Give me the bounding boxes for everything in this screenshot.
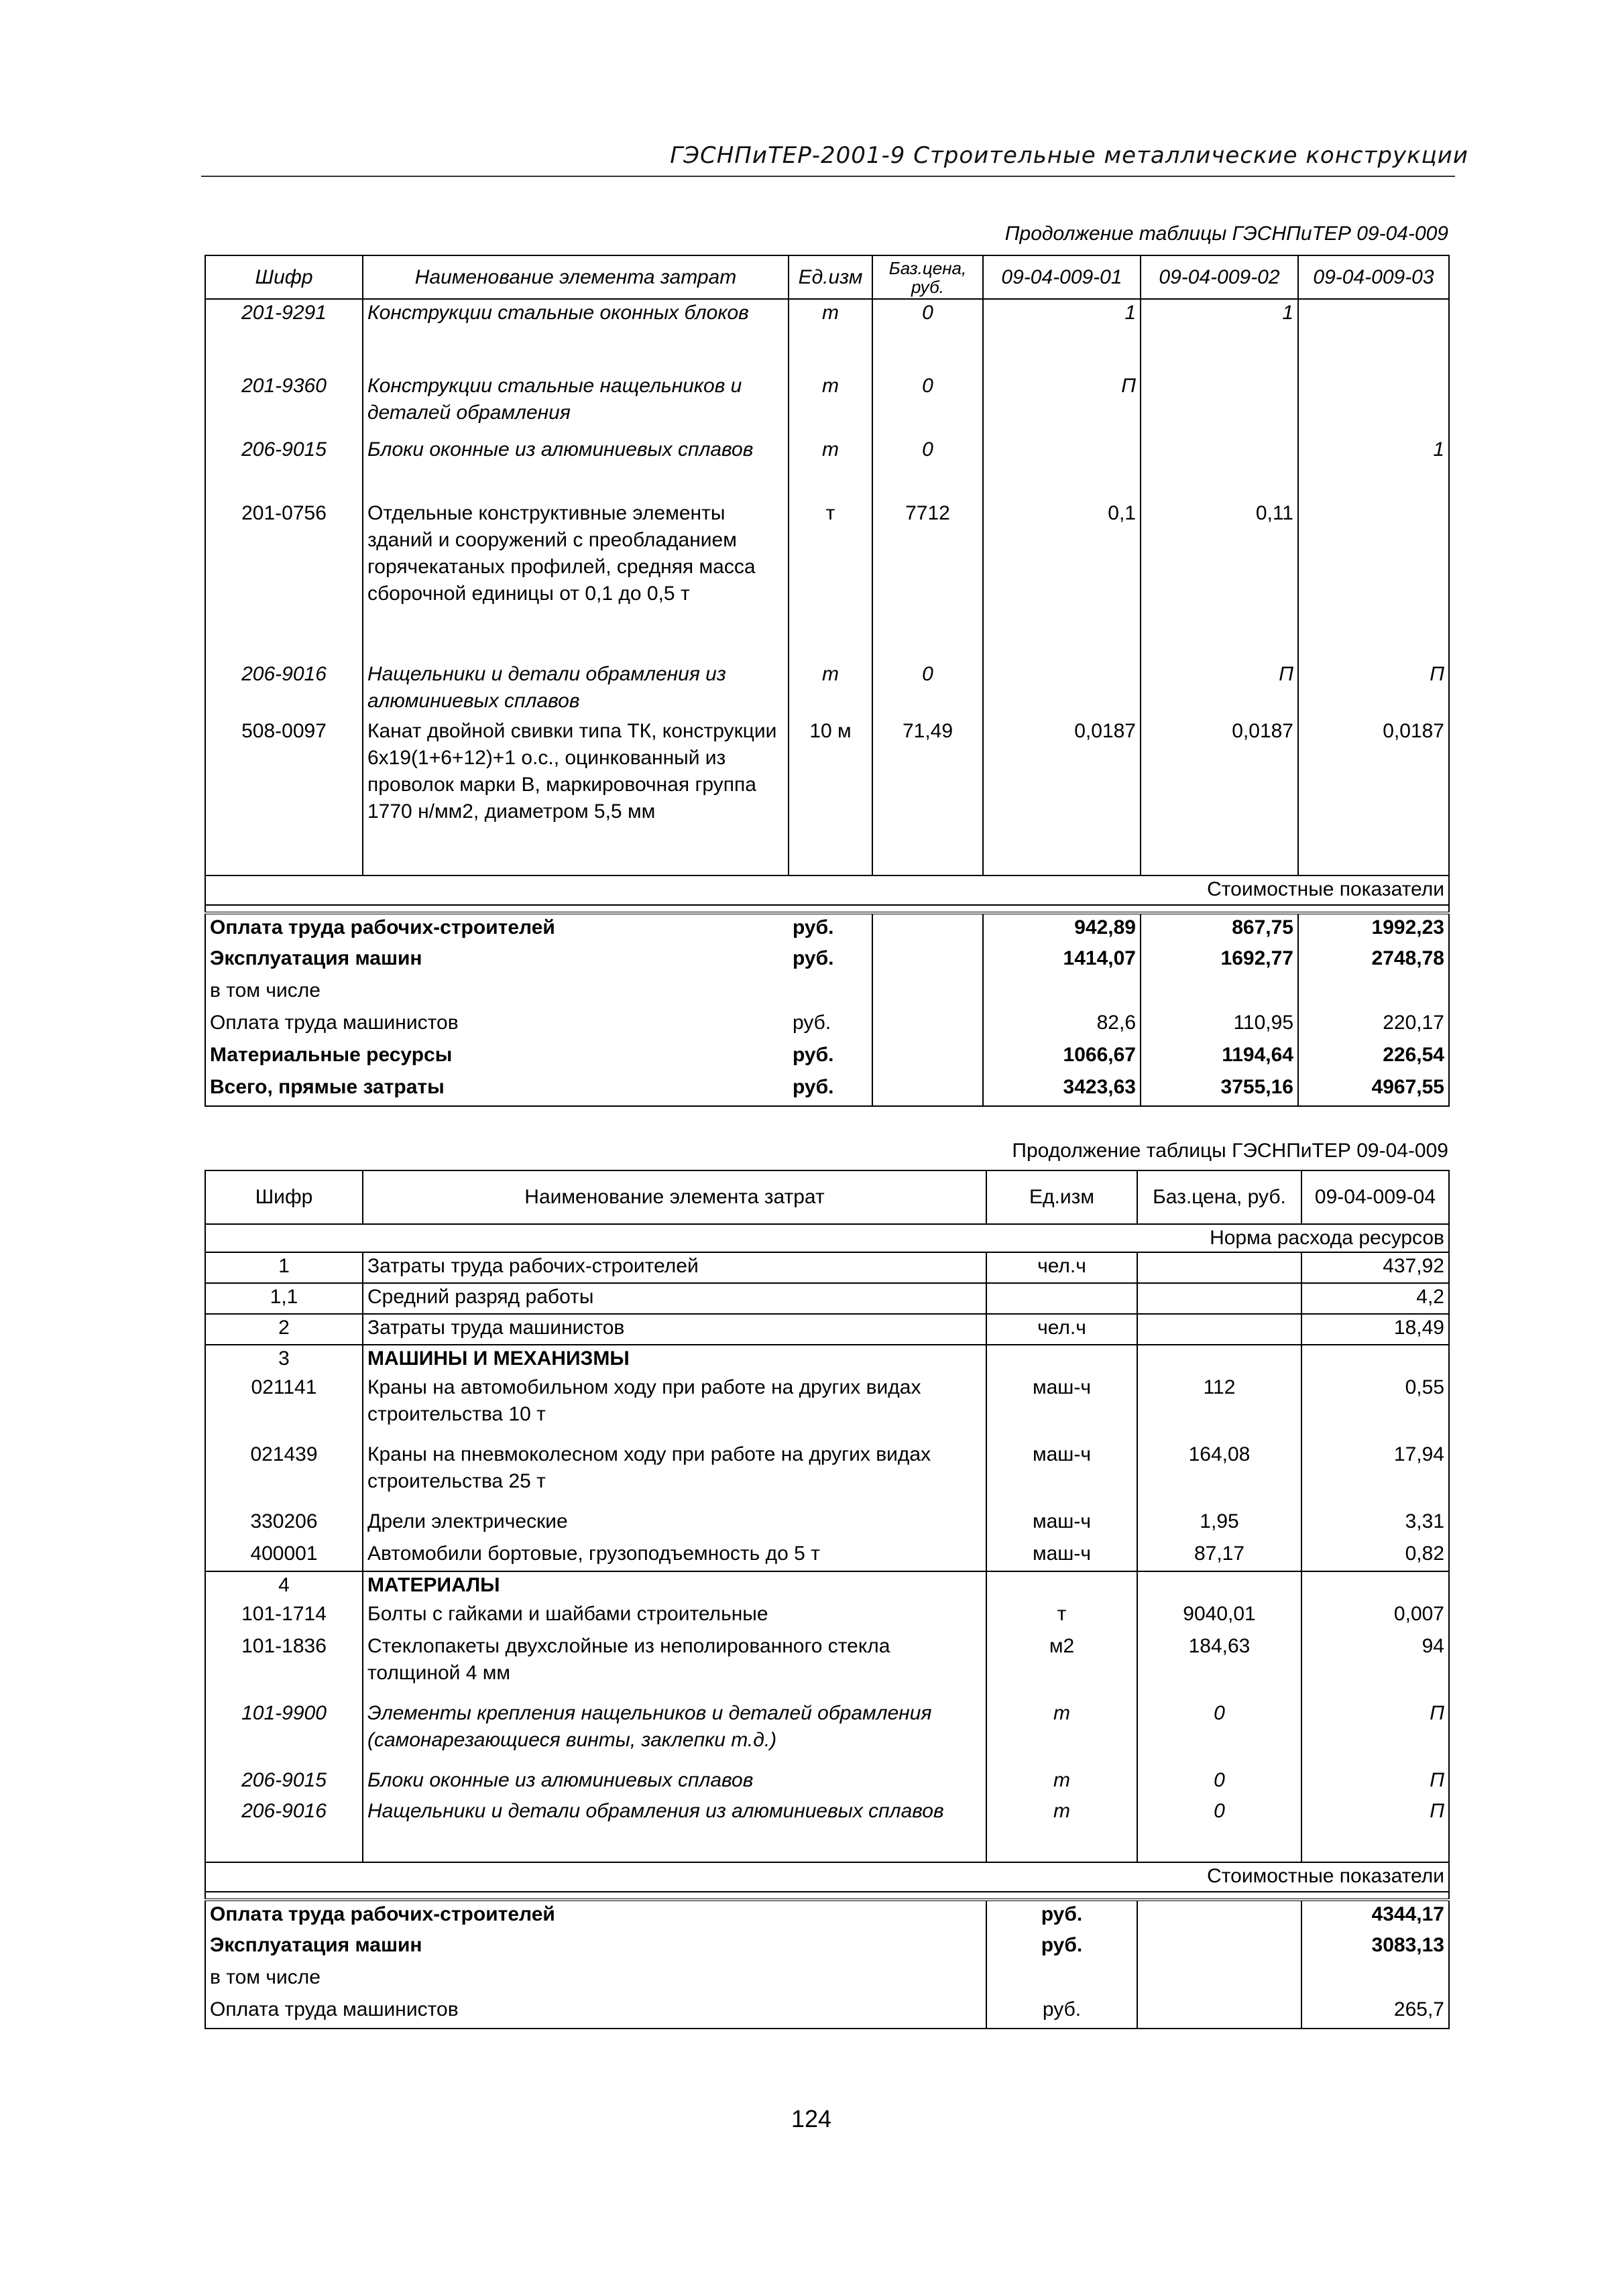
- cost-name: Оплата труда рабочих-строителей: [205, 1900, 986, 1932]
- row-price: [1137, 1314, 1301, 1345]
- row-value: 0,82: [1301, 1540, 1449, 1571]
- row-name: Блоки оконные из алюминиевых сплавов: [363, 436, 789, 500]
- row-value: 4,2: [1301, 1283, 1449, 1314]
- row-code: 3: [205, 1345, 363, 1374]
- row-value-1: 0,0187: [983, 718, 1141, 875]
- cost-unit: руб.: [789, 1010, 872, 1042]
- row-name: Средний разряд работы: [363, 1283, 986, 1314]
- table-row: [205, 718, 1449, 875]
- row-price: [1137, 1283, 1301, 1314]
- cost-row: [205, 945, 1449, 977]
- table-row: [205, 1633, 1449, 1700]
- row-value: П: [1301, 1798, 1449, 1862]
- row-value-3: [1298, 500, 1449, 661]
- table1-caption: Продолжение таблицы ГЭСНПиТЕР 09-04-009: [1004, 223, 1448, 245]
- row-code: 101-9900: [205, 1700, 363, 1767]
- table-row: [205, 1540, 1449, 1571]
- cost-name: Оплата труда машинистов: [205, 1010, 789, 1042]
- cost-unit: руб.: [789, 1074, 872, 1106]
- cost-row: [205, 1042, 1449, 1074]
- table-row: [205, 1314, 1449, 1345]
- section-label: Стоимостные показатели: [205, 1862, 1449, 1892]
- row-value: 18,49: [1301, 1314, 1449, 1345]
- row-code: 206-9016: [205, 661, 363, 718]
- row-unit: т: [986, 1601, 1137, 1633]
- cost-value-3: 2748,78: [1298, 945, 1449, 977]
- page-number: 124: [791, 2105, 832, 2132]
- row-price: 9040,01: [1137, 1601, 1301, 1633]
- row-unit: т: [789, 500, 872, 661]
- row-code: 021141: [205, 1374, 363, 1441]
- cost-row: [205, 1932, 1449, 1964]
- table-row: [205, 1767, 1449, 1798]
- row-unit: [986, 1283, 1137, 1314]
- row-code: 021439: [205, 1441, 363, 1508]
- row-price: 71,49: [872, 718, 983, 875]
- row-code: 2: [205, 1314, 363, 1345]
- cost-unit: руб.: [789, 945, 872, 977]
- row-value-2: 1: [1141, 299, 1298, 373]
- row-value: 0,007: [1301, 1601, 1449, 1633]
- row-price: 0: [872, 299, 983, 373]
- row-value: 437,92: [1301, 1252, 1449, 1283]
- cost-unit: руб.: [986, 1932, 1137, 1964]
- table-row: [205, 500, 1449, 661]
- cost-unit: руб.: [789, 1042, 872, 1074]
- cost-value-2: 1194,64: [1141, 1042, 1298, 1074]
- cost-value-1: 3423,63: [983, 1074, 1141, 1106]
- row-value-3: [1298, 373, 1449, 436]
- row-name: Краны на автомобильном ходу при работе на других видах строительства 10 т: [363, 1374, 986, 1441]
- col-header-code: Шифр: [205, 1170, 363, 1224]
- header-rule: [201, 176, 1455, 177]
- col-header-09-04-009-04: 09-04-009-04: [1301, 1170, 1449, 1224]
- col-header-09-04-009-02: 09-04-009-02: [1141, 255, 1298, 299]
- cost-value-2: 3755,16: [1141, 1074, 1298, 1106]
- row-unit: т: [986, 1700, 1137, 1767]
- cost-value-2: 867,75: [1141, 913, 1298, 945]
- row-price: 112: [1137, 1374, 1301, 1441]
- row-name: Стеклопакеты двухслойные из неполированного стекла толщиной 4 мм: [363, 1633, 986, 1700]
- col-header-unit: Ед.изм: [986, 1170, 1137, 1224]
- row-code: 206-9016: [205, 1798, 363, 1862]
- row-code: 206-9015: [205, 1767, 363, 1798]
- row-code: 201-0756: [205, 500, 363, 661]
- row-price: 0: [1137, 1700, 1301, 1767]
- row-price: 184,63: [1137, 1633, 1301, 1700]
- col-header-09-04-009-03: 09-04-009-03: [1298, 255, 1449, 299]
- row-value-2: 0,11: [1141, 500, 1298, 661]
- cost-row: [205, 1074, 1449, 1106]
- group-row: [205, 1571, 1449, 1601]
- cost-value-2: 110,95: [1141, 1010, 1298, 1042]
- cost-row: [205, 977, 1449, 1010]
- row-unit: 10 м: [789, 718, 872, 875]
- col-header-name: Наименование элемента затрат: [363, 1170, 986, 1224]
- group-title: МАТЕРИАЛЫ: [363, 1571, 986, 1601]
- col-header-09-04-009-01: 09-04-009-01: [983, 255, 1141, 299]
- cost-value: [1301, 1964, 1449, 1996]
- row-value: 94: [1301, 1633, 1449, 1700]
- row-unit: т: [986, 1798, 1137, 1862]
- row-code: 400001: [205, 1540, 363, 1571]
- cost-name: Оплата труда рабочих-строителей: [205, 913, 789, 945]
- cost-row: [205, 913, 1449, 945]
- cost-name: Эксплуатация машин: [205, 1932, 986, 1964]
- row-unit: маш-ч: [986, 1540, 1137, 1571]
- running-header: ГЭСНПиТЕР-2001-9 Строительные металлические конструкции: [670, 142, 1468, 169]
- row-code: 206-9015: [205, 436, 363, 500]
- cost-row: [205, 1996, 1449, 2029]
- cost-value-3: 220,17: [1298, 1010, 1449, 1042]
- row-value-2: П: [1141, 661, 1298, 718]
- row-code: 201-9360: [205, 373, 363, 436]
- group-title: МАШИНЫ И МЕХАНИЗМЫ: [363, 1345, 986, 1374]
- cost-value: 3083,13: [1301, 1932, 1449, 1964]
- col-header-price: Баз.цена, руб.: [872, 255, 983, 299]
- table2-caption: Продолжение таблицы ГЭСНПиТЕР 09-04-009: [1012, 1140, 1448, 1162]
- row-unit: т: [789, 436, 872, 500]
- cost-unit: руб.: [986, 1996, 1137, 2029]
- row-value-2: [1141, 436, 1298, 500]
- cost-row: [205, 1010, 1449, 1042]
- row-unit: чел.ч: [986, 1314, 1137, 1345]
- table-row: [205, 1601, 1449, 1633]
- row-code: 201-9291: [205, 299, 363, 373]
- row-value-2: 0,0187: [1141, 718, 1298, 875]
- norm-row: [205, 1224, 1449, 1252]
- row-unit: маш-ч: [986, 1374, 1137, 1441]
- row-value: П: [1301, 1767, 1449, 1798]
- resource-table-1: [205, 255, 1450, 1107]
- table-row: [205, 1283, 1449, 1314]
- cost-name: в том числе: [205, 977, 789, 1010]
- col-header-price: Баз.цена, руб.: [1137, 1170, 1301, 1224]
- col-header-unit: Ед.изм: [789, 255, 872, 299]
- row-name: Нащельники и детали обрамления из алюминиевых сплавов: [363, 1798, 986, 1862]
- row-value: 17,94: [1301, 1441, 1449, 1508]
- row-value-1: 0,1: [983, 500, 1141, 661]
- row-value: 3,31: [1301, 1508, 1449, 1540]
- row-value: П: [1301, 1700, 1449, 1767]
- row-name: Затраты труда машинистов: [363, 1314, 986, 1345]
- cost-value-1: 1066,67: [983, 1042, 1141, 1074]
- table-row: [205, 1798, 1449, 1862]
- row-price: 87,17: [1137, 1540, 1301, 1571]
- cost-value-2: [1141, 977, 1298, 1010]
- group-row: [205, 1345, 1449, 1374]
- table-row: [205, 436, 1449, 500]
- row-price: 0: [872, 661, 983, 718]
- cost-value-1: 942,89: [983, 913, 1141, 945]
- table-row: [205, 373, 1449, 436]
- row-price: 0: [1137, 1767, 1301, 1798]
- cost-value: 265,7: [1301, 1996, 1449, 2029]
- col-header-code: Шифр: [205, 255, 363, 299]
- row-unit: т: [789, 661, 872, 718]
- row-value-3: [1298, 299, 1449, 373]
- row-unit: маш-ч: [986, 1441, 1137, 1508]
- row-unit: т: [789, 373, 872, 436]
- cost-value: 4344,17: [1301, 1900, 1449, 1932]
- row-code: 4: [205, 1571, 363, 1601]
- row-unit: маш-ч: [986, 1508, 1137, 1540]
- row-code: 101-1714: [205, 1601, 363, 1633]
- cost-value-1: 1414,07: [983, 945, 1141, 977]
- cost-name: в том числе: [205, 1964, 986, 1996]
- row-price: [1137, 1252, 1301, 1283]
- col-header-name: Наименование элемента затрат: [363, 255, 789, 299]
- row-value-1: [983, 661, 1141, 718]
- cost-unit: [789, 977, 872, 1010]
- table-row: [205, 1441, 1449, 1508]
- section-row: [205, 875, 1449, 905]
- section-label: Стоимостные показатели: [205, 875, 1449, 905]
- cost-name: Всего, прямые затраты: [205, 1074, 789, 1106]
- row-name: Конструкции стальные оконных блоков: [363, 299, 789, 373]
- row-name: Болты с гайками и шайбами строительные: [363, 1601, 986, 1633]
- row-value-1: П: [983, 373, 1141, 436]
- cost-name: Материальные ресурсы: [205, 1042, 789, 1074]
- row-name: Конструкции стальные нащельников и деталей обрамления: [363, 373, 789, 436]
- table-row: [205, 1700, 1449, 1767]
- row-price: 0: [1137, 1798, 1301, 1862]
- spacer-row: [205, 1892, 1449, 1900]
- row-price: 1,95: [1137, 1508, 1301, 1540]
- row-name: Канат двойной свивки типа ТК, конструкции 6х19(1+6+12)+1 о.с., оцинкованный из проволок марки В, маркировочная группа 1770 н/мм2, диаметром 5,5 мм: [363, 718, 789, 875]
- row-name: Дрели электрические: [363, 1508, 986, 1540]
- row-price: 0: [872, 373, 983, 436]
- table-row: [205, 299, 1449, 373]
- row-price: 7712: [872, 500, 983, 661]
- cost-unit: руб.: [789, 913, 872, 945]
- row-name: Элементы крепления нащельников и деталей обрамления (самонарезающиеся винты, заклепки т.д.): [363, 1700, 986, 1767]
- row-unit: т: [986, 1767, 1137, 1798]
- cost-value-3: 1992,23: [1298, 913, 1449, 945]
- row-unit: м2: [986, 1633, 1137, 1700]
- row-name: Нащельники и детали обрамления из алюминиевых сплавов: [363, 661, 789, 718]
- cost-value-3: 226,54: [1298, 1042, 1449, 1074]
- norm-label: Норма расхода ресурсов: [205, 1224, 1449, 1252]
- row-value-3: 1: [1298, 436, 1449, 500]
- cost-value-3: [1298, 977, 1449, 1010]
- row-name: Автомобили бортовые, грузоподъемность до 5 т: [363, 1540, 986, 1571]
- cost-name: Эксплуатация машин: [205, 945, 789, 977]
- table-row: [205, 661, 1449, 718]
- row-name: Отдельные конструктивные элементы зданий и сооружений с преобладанием горячекатаных профилей, средняя масса сборочной единицы от 0,1 до 0,5 т: [363, 500, 789, 661]
- row-code: 101-1836: [205, 1633, 363, 1700]
- row-price: 164,08: [1137, 1441, 1301, 1508]
- row-value-1: 1: [983, 299, 1141, 373]
- row-code: 1,1: [205, 1283, 363, 1314]
- resource-table-2: [205, 1170, 1450, 2029]
- row-value-1: [983, 436, 1141, 500]
- row-unit: чел.ч: [986, 1252, 1137, 1283]
- cost-value-2: 1692,77: [1141, 945, 1298, 977]
- row-value-2: [1141, 373, 1298, 436]
- row-name: Блоки оконные из алюминиевых сплавов: [363, 1767, 986, 1798]
- table-row: [205, 1508, 1449, 1540]
- row-name: Затраты труда рабочих-строителей: [363, 1252, 986, 1283]
- cost-value-1: 82,6: [983, 1010, 1141, 1042]
- row-value-3: П: [1298, 661, 1449, 718]
- cost-row: [205, 1900, 1449, 1932]
- spacer-row: [205, 905, 1449, 913]
- table-row: [205, 1374, 1449, 1441]
- cost-name: Оплата труда машинистов: [205, 1996, 986, 2029]
- row-unit: т: [789, 299, 872, 373]
- cost-unit: руб.: [986, 1900, 1137, 1932]
- row-price: 0: [872, 436, 983, 500]
- row-code: 330206: [205, 1508, 363, 1540]
- cost-value-3: 4967,55: [1298, 1074, 1449, 1106]
- cost-row: [205, 1964, 1449, 1996]
- row-code: 508-0097: [205, 718, 363, 875]
- row-value: 0,55: [1301, 1374, 1449, 1441]
- section-row: [205, 1862, 1449, 1892]
- table-row: [205, 1252, 1449, 1283]
- row-value-3: 0,0187: [1298, 718, 1449, 875]
- cost-unit: [986, 1964, 1137, 1996]
- row-name: Краны на пневмоколесном ходу при работе на других видах строительства 25 т: [363, 1441, 986, 1508]
- cost-value-1: [983, 977, 1141, 1010]
- row-code: 1: [205, 1252, 363, 1283]
